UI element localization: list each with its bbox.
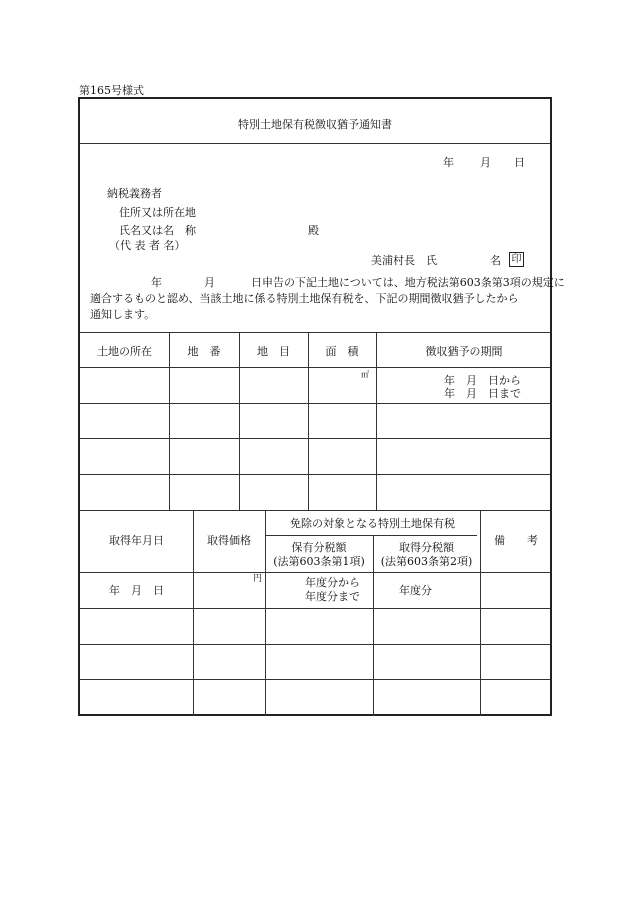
body-line2: 適合するものと認め、当該土地に係る特別土地保有税を、下記の期間徴収猶予したから xyxy=(90,292,519,305)
divider xyxy=(80,143,550,144)
tax-header-remarks: 備 考 xyxy=(494,534,538,547)
body-line3: 通知します。 xyxy=(90,308,156,321)
divider xyxy=(80,403,550,404)
divider xyxy=(80,367,550,368)
tax-header-hold-law: (法第603条第1項) xyxy=(273,555,365,568)
row-hold-to: 年度分まで xyxy=(305,590,360,603)
divider xyxy=(80,474,550,475)
col-divider xyxy=(308,332,309,510)
land-header-lot: 地 番 xyxy=(187,345,221,358)
form-number: 第165号様式 xyxy=(79,84,144,97)
form-frame xyxy=(78,97,565,716)
col-divider xyxy=(239,332,240,510)
row-acq-date: 年 月 日 xyxy=(109,584,164,597)
name-label: 氏名又は名 称 xyxy=(119,224,196,237)
address-label: 住所又は所在地 xyxy=(119,206,196,219)
tax-header-acq: 取得分税額 xyxy=(399,541,454,554)
tax-header-acq-law: (法第603条第2項) xyxy=(380,555,473,568)
divider xyxy=(80,438,550,439)
row-acq-year: 年度分 xyxy=(399,584,432,597)
period-to: 年 月 日まで xyxy=(444,387,521,400)
issuer-name-char: 名 xyxy=(490,254,501,267)
row-hold-from: 年度分から xyxy=(305,576,360,589)
row-yen-unit: 円 xyxy=(253,574,263,584)
divider xyxy=(265,535,477,536)
date-day: 日 xyxy=(514,156,525,169)
body-year: 年 xyxy=(151,276,162,289)
divider xyxy=(80,332,550,333)
tax-header-hold: 保有分税額 xyxy=(291,541,347,554)
document-title: 特別土地保有税徴収猶予通知書 xyxy=(238,118,392,131)
land-header-area: 面 積 xyxy=(325,345,359,358)
body-line1: 日申告の下記土地については、地方税法第603条第3項の規定に xyxy=(251,276,565,289)
issuer-title: 美浦村長 氏 xyxy=(371,254,437,267)
col-divider xyxy=(169,332,170,510)
tax-header-exempt: 免除の対象となる特別土地保有税 xyxy=(290,517,455,530)
tax-header-acq-date: 取得年月日 xyxy=(109,534,164,547)
date-month: 月 xyxy=(480,156,491,169)
tax-header-acq-price: 取得価格 xyxy=(207,534,251,547)
taxpayer-heading: 納税義務者 xyxy=(107,187,162,200)
land-header-category: 地 目 xyxy=(257,345,290,358)
col-divider xyxy=(265,510,266,716)
body-month: 月 xyxy=(204,276,215,289)
honorific: 殿 xyxy=(308,224,319,237)
period-from: 年 月 日から xyxy=(444,374,521,387)
col-divider xyxy=(376,332,377,510)
seal-stamp: 印 xyxy=(509,252,524,267)
representative-label: （代 表 者 名） xyxy=(109,239,186,252)
area-unit: ㎡ xyxy=(361,370,369,379)
land-header-location: 土地の所在 xyxy=(97,345,152,358)
land-header-period: 徴収猶予の期間 xyxy=(425,345,503,358)
date-year: 年 xyxy=(443,156,454,169)
